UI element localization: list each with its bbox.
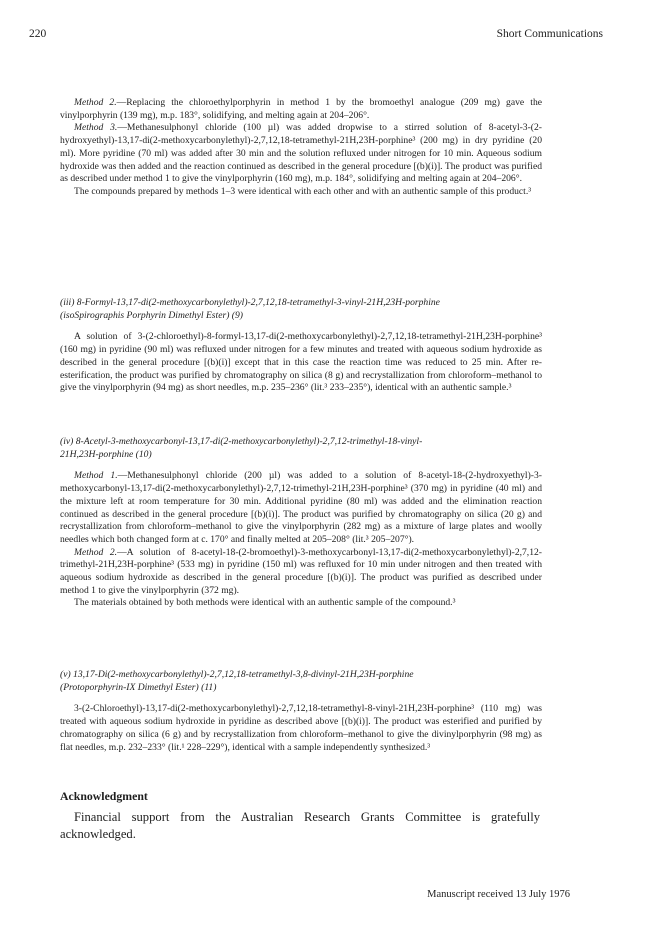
manuscript-received: Manuscript received 13 July 1976	[427, 889, 570, 900]
spacer	[60, 461, 542, 470]
paragraph-text: —Methanesulphonyl chloride (200 µl) was added to a solution of 8-acetyl-18-(2-hydroxyethyl)-3-methoxycarbonyl-13,17-di(2-methoxycarbonylethyl)-2,7,12-trimethyl-21H,23H-porphine³ (370 mg) in pyridine (40 ml) and the mixture left at room temperature for 30 min. Additional pyridine (80 ml) was added and the elimination reaction continued as described in the general procedure [(b)(i)]. The product was purified by chromatography on silica (20 g) and recrystallization from chloroform–methanol to give the vinylporphyrin (282 mg) as a mixture of large plates and woolly needles which both changed form at c. 170° and finally melted at 205–208° (lit.³ 205–207°).	[60, 470, 542, 545]
paragraph-compounds-identical: The compounds prepared by methods 1–3 were identical with each other and with an authentic sample of this product.³	[74, 185, 532, 197]
section-iii	[60, 297, 542, 395]
method-label: Method 2.	[74, 546, 118, 558]
section-heading-subtitle: (Protoporphyrin-IX Dimethyl Ester) (11)	[60, 681, 217, 693]
section-method-2-3	[60, 97, 542, 199]
paragraph-text: —Replacing the chloroethylporphyrin in method 1 by the bromoethyl analogue (209 mg) gave the vinylporphyrin (139 mg), m.p. 183°, solidifying, and melting again at 204–206°.	[60, 97, 542, 121]
section-heading: (iii) 8-Formyl-13,17-di(2-methoxycarbonylethyl)-2,7,12,18-tetramethyl-3-vinyl-21H,23H-porphine	[60, 297, 440, 308]
acknowledgment-heading: Acknowledgment	[60, 789, 148, 803]
running-header: Short Communications	[496, 28, 603, 40]
method-label: Method 1.	[74, 470, 118, 482]
paragraph-closing: The materials obtained by both methods were identical with an authentic sample of the compound.³	[74, 597, 456, 609]
paragraph-text: A solution of 3-(2-chloroethyl)-8-formyl-13,17-di(2-methoxycarbonylethyl)-2,7,12,18-tetramethyl-21H,23H-porphine³ (160 mg) in pyridine (90 ml) was refluxed under nitrogen for a few minutes and treated with aqueous sodium hydroxide as described in the general procedure [(b)(i)] except that in this case the reaction time was reduced to 25 min. After re-esterification, the product was purified by chromatography on silica (8 g) and recrystallization from chloroform–methanol to give the vinylporphyrin (94 mg) as short needles, m.p. 235–236° (lit.³ 233–235°), identical with an authentic sample.³	[60, 331, 542, 394]
page-number: 220	[29, 28, 47, 40]
paragraph-method-2	[60, 547, 542, 598]
paragraph-method-2	[60, 97, 542, 122]
paragraph-text: —A solution of 8-acetyl-18-(2-bromoethyl)-3-methoxycarbonyl-13,17-di(2-methoxycarbonylethyl)-2,7,12-trimethyl-21H,23H-porphine³ (533 mg) in pyridine (150 ml) was refluxed for 10 min under nitrogen and then treated with aqueous sodium hydroxide as described in the general procedure [(b)(i)]. The product was purified as described under method 1 to give the vinylporphyrin (372 mg).	[60, 546, 542, 596]
section-heading: (iv) 8-Acetyl-3-methoxycarbonyl-13,17-di(2-methoxycarbonylethyl)-2,7,12-trimethyl-18-vinyl-	[60, 436, 423, 447]
spacer	[60, 694, 542, 703]
section-v	[60, 669, 542, 754]
section-heading-subtitle: (isoSpirographis Porphyrin Dimethyl Ester) (9)	[60, 309, 243, 321]
section-heading: (v) 13,17-Di(2-methoxycarbonylethyl)-2,7,12,18-tetramethyl-3,8-divinyl-21H,23H-porphine	[60, 669, 414, 680]
spacer	[60, 322, 542, 331]
method-label: Method 3.	[74, 122, 118, 134]
paragraph-text: —Methanesulphonyl chloride (100 µl) was added dropwise to a stirred solution of 8-acetyl-3-(2-hydroxyethyl)-13,17-di(2-methoxycarbonylethyl)-2,7,12,18-tetramethyl-21H,23H-porphine³ (200 mg) in dry pyridine (20 ml). More pyridine (70 ml) was added after 30 min and the solution refluxed under nitrogen for 10 min. Aqueous sodium hydroxide was then added and the reaction continued as described in the general procedure [(b)(i)]. The product was purified as described under method 1 to give the vinylporphyrin (160 mg), m.p. 184°, solidifying and melting again at 204–206°.	[60, 122, 542, 185]
paragraph-method-3	[60, 122, 542, 186]
paragraph-method-1	[60, 470, 542, 546]
section-iv	[60, 436, 542, 610]
paragraph-text: 3-(2-Chloroethyl)-13,17-di(2-methoxycarbonylethyl)-2,7,12,18-tetramethyl-8-vinyl-21H,23H-porphine³ (110 mg) was treated with aqueous sodium hydroxide in pyridine as described above [(b)(i)]. The product was esterified and purified by chromatography on silica (6 g) and by recrystallization from chloroform–methanol to give the divinylporphyrin (98 mg) as flat needles, m.p. 232–233° (lit.¹ 228–229°), identical with a sample independently synthesized.³	[60, 703, 542, 753]
acknowledgment-text: Financial support from the Australian Research Grants Committee is gratefully acknowledged.	[60, 810, 540, 841]
section-heading-subtitle: 21H,23H-porphine (10)	[60, 448, 152, 460]
method-label: Method 2.	[74, 97, 117, 108]
